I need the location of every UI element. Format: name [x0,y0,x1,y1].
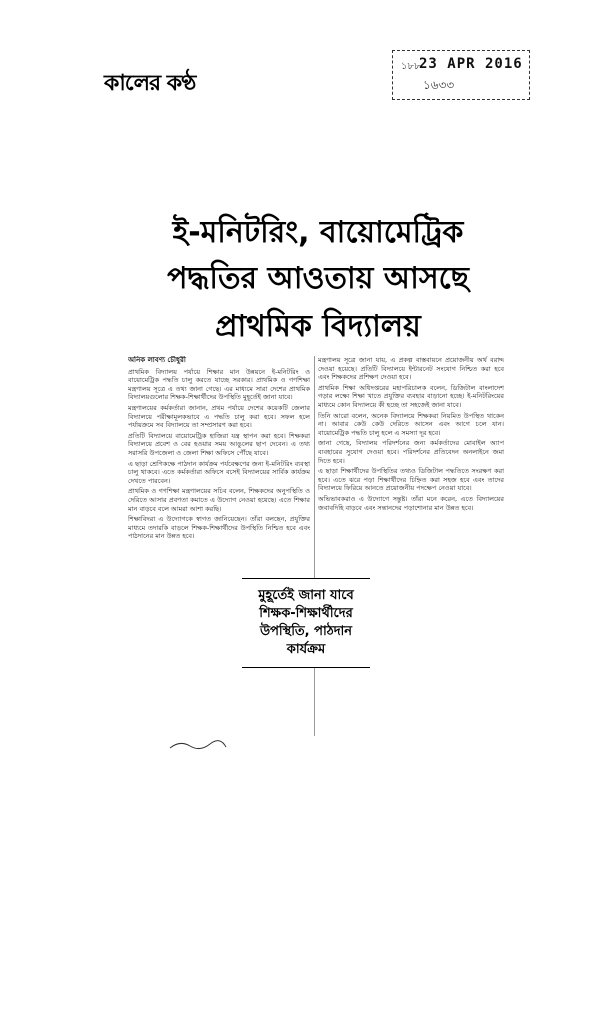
column-divider [314,356,315,736]
pen-scribble [168,738,228,752]
paragraph: এ ছাড়া শ্রেণিকক্ষে পাঠদান কার্যক্রম পর্যবেক্ষণের জন্য ই-মনিটরিং ব্যবস্থা চালু থাকবে। এতে কর্মকর্তারা অফিসে বসেই বিদ্যালয়ের সার্বিক কার্যক্রম দেখতে পারবেন। [128,459,310,485]
pull-quote-line: মুহূর্তেই জানা যাবে [258,588,354,603]
masthead-logo: কালের কণ্ঠ [104,70,196,96]
pull-quote-line: উপস্থিতি, পাঠদান [259,624,353,639]
paragraph: শিক্ষাবিদরা এ উদ্যোগকে স্বাগত জানিয়েছেন। তাঁরা বলছেন, প্রযুক্তির মাধ্যমে তদারকি বাড়লে শিক্ষক-শিক্ষার্থীদের উপস্থিতি নিশ্চিত হবে এবং পাঠদানের মান উন্নত হবে। [128,515,310,541]
paragraph: তিনি আরো বলেন, অনেক বিদ্যালয়ে শিক্ষকরা নিয়মিত উপস্থিত থাকেন না। আবার কেউ কেউ দেরিতে আসেন এবং আগে চলে যান। বায়োমেট্রিক পদ্ধতি চালু হলে এ সমস্যা দূর হবে। [318,411,504,437]
pull-quote [242,578,370,668]
stamp-date: 23 APR 2016 [419,56,523,72]
paragraph: এ ছাড়া শিক্ষার্থীদের উপস্থিতির তথ্যও ডিজিটাল পদ্ধতিতে সংরক্ষণ করা হবে। এতে ঝরে পড়া শিক্ষার্থীদের চিহ্নিত করা সহজ হবে এবং তাদের বিদ্যালয়ে ফিরিয়ে আনতে প্রয়োজনীয় পদক্ষেপ নেওয়া যাবে। [318,467,504,493]
paragraph: মন্ত্রণালয় সূত্রে জানা যায়, এ প্রকল্প বাস্তবায়নে প্রয়োজনীয় অর্থ বরাদ্দ দেওয়া হয়েছে। প্রতিটি বিদ্যালয়ে ইন্টারনেট সংযোগ নিশ্চিত করা হবে এবং শিক্ষকদের প্রশিক্ষণ দেওয়া হবে। [318,356,504,382]
article-byline: অনিক লাবণ্য চৌধুরী [128,356,186,364]
paragraph: প্রাথমিক শিক্ষা অধিদপ্তরের মহাপরিচালক বলেন, ডিজিটাল বাংলাদেশ গড়ার লক্ষ্যে শিক্ষা খাতে প্রযুক্তির ব্যবহার বাড়ানো হচ্ছে। ই-মনিটরিংয়ের মাধ্যমে কোন বিদ্যালয়ে কী হচ্ছে তা সহজেই জানা যাবে। [318,383,504,409]
paragraph: প্রাথমিক ও গণশিক্ষা মন্ত্রণালয়ের সচিব বলেন, শিক্ষকদের অনুপস্থিতি ও দেরিতে আসার প্রবণতা কমাতে এ উদ্যোগ নেওয়া হয়েছে। এতে শিক্ষার মান বাড়বে বলে আমরা আশা করছি। [128,487,310,513]
paragraph: অভিভাবকরাও এ উদ্যোগে সন্তুষ্ট। তাঁরা মনে করেন, এতে বিদ্যালয়ের জবাবদিহি বাড়বে এবং সন্তানদের পড়াশোনার মান উন্নত হবে। [318,494,504,512]
paragraph: জানা গেছে, বিদ্যালয় পরিদর্শনের জন্য কর্মকর্তাদের মোবাইল অ্যাপ ব্যবহারের সুযোগ দেওয়া হবে। পরিদর্শনের প্রতিবেদন অনলাইনে জমা দিতে হবে। [318,439,504,465]
paragraph: মন্ত্রণালয়ের কর্মকর্তারা জানান, প্রথম পর্যায়ে দেশের কয়েকটি জেলার বিদ্যালয়ে পরীক্ষামূলকভাবে এ পদ্ধতি চালু করা হবে। সফল হলে পর্যায়ক্রমে সব বিদ্যালয়ে তা সম্প্রসারণ করা হবে। [128,403,310,430]
stamp-reference: ১৬৩৩ [423,78,455,92]
pull-quote-line: কার্যক্রম [286,642,326,657]
headline-line-2: পদ্ধতির আওতায় আসছে [167,261,469,296]
headline-line-1: ই-মনিটরিং, বায়োমেট্রিক [172,215,464,250]
article-column-left [128,356,310,736]
date-stamp [392,50,530,100]
paragraph: প্রতিটি বিদ্যালয়ে বায়োমেট্রিক হাজিরা যন্ত্র স্থাপন করা হবে। শিক্ষকরা বিদ্যালয়ে প্রবেশ ও বের হওয়ার সময় আঙুলের ছাপ দেবেন। এ তথ্য সরাসরি উপজেলা ও জেলা শিক্ষা অফিসে পৌঁছে যাবে। [128,431,310,457]
headline-line-3: প্রাথমিক বিদ্যালয় [215,309,421,344]
stamp-mark: ১৮৮ [401,61,421,72]
article-column-right [318,356,504,740]
paragraph: প্রাথমিক বিদ্যালয় পর্যায়ে শিক্ষার মান উন্নয়নে ই-মনিটরিং ও বায়োমেট্রিক পদ্ধতি চালু করতে যাচ্ছে সরকার। প্রাথমিক ও গণশিক্ষা মন্ত্রণালয় সূত্রে এ তথ্য জানা গেছে। এর মাধ্যমে সারা দেশের প্রাথমিক বিদ্যালয়গুলোর শিক্ষক-শিক্ষার্থীদের উপস্থিতি মুহূর্তেই জানা যাবে। [128,367,310,402]
pull-quote-line: শিক্ষক-শিক্ষার্থীদের [259,606,353,621]
